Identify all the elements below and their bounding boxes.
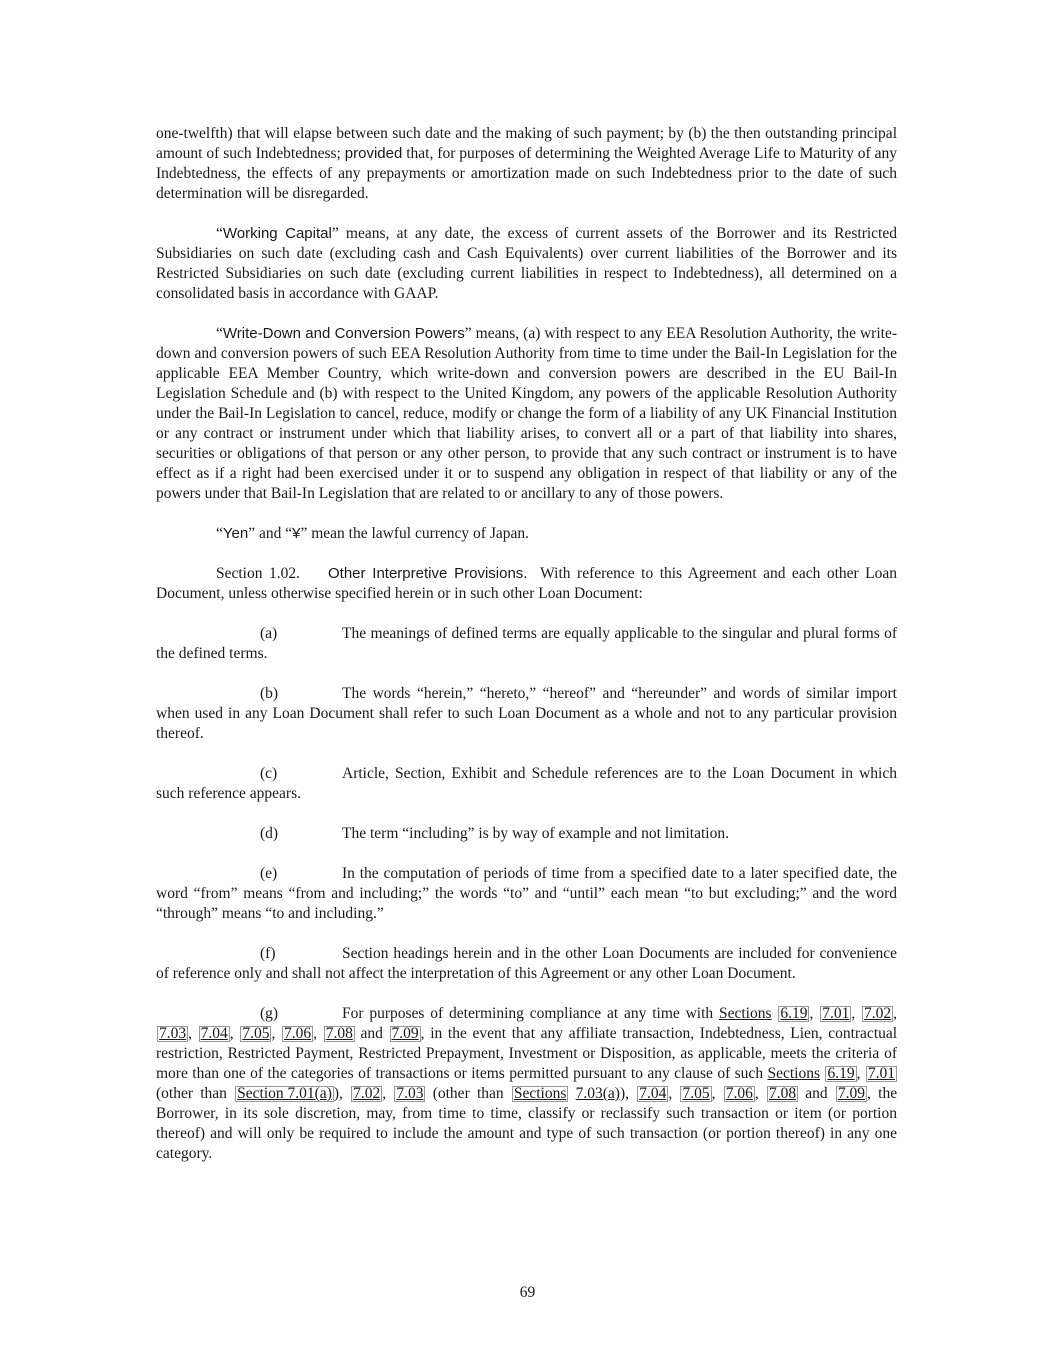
clause-label: (g)	[260, 1005, 279, 1022]
clause-label: (f)	[260, 945, 276, 962]
conjunction: and	[258, 525, 282, 542]
section-7-03-link[interactable]: 7.03	[159, 1025, 187, 1042]
section-7-08-link[interactable]: 7.08	[768, 1085, 797, 1102]
clause-label: (e)	[260, 865, 278, 882]
provided-term: provided	[344, 145, 403, 162]
clause-d	[156, 824, 897, 844]
section-7-01a-link[interactable]: Section 7.01(a)	[237, 1085, 332, 1102]
definition-body: means, at any date, the excess of current assets of the Borrower and its Restricted Subsidiaries on such date (excluding cash and Cash Equivalents) over current liabilities of the Borrower and its Restricted Subsidiaries on such date (excluding current liabilities in respect to Indebtedness), all determined on a consolidated basis in accordance with GAAP.	[156, 225, 897, 302]
section-7-02-link[interactable]: 7.02	[864, 1005, 892, 1022]
clause-text: The term “including” is by way of example and not limitation.	[342, 825, 729, 842]
sections-link[interactable]: Sections	[513, 1085, 567, 1102]
definition-body: means, (a) with respect to any EEA Resolution Authority, the write-down and conversion powers of such EEA Resolution Authority from time to time under the Bail-In Legislation for the applicable EEA Member Country, which write-down and conversion powers are described in the EU Bail-In Legislation Schedule and (b) with respect to the United Kingdom, any powers of the applicable Resolution Authority under the Bail-In Legislation to cancel, reduce, modify or change the form of a liability of any UK Financial Institution or any contract or instrument under which that liability arises, to convert all or a part of that liability into shares, securities or obligations of that person or any other person, to provide that any such contract or instrument is to have effect as if a right had been exercised under it or to suspend any obligation in respect of that liability or any of the powers under that Bail-In Legislation that are related to or ancillary to any of those powers.	[156, 325, 897, 502]
section-7-03a-link[interactable]: 7.03(a)	[575, 1085, 620, 1102]
section-6-19-link[interactable]: 6.19	[780, 1005, 808, 1022]
clause-text: For purposes of determining compliance at any time with	[342, 1005, 714, 1022]
section-7-01-link[interactable]: 7.01	[867, 1065, 896, 1082]
clause-label: (b)	[260, 685, 279, 702]
clause-label: (c)	[260, 765, 278, 782]
section-7-04-link[interactable]: 7.04	[200, 1025, 228, 1042]
defined-term: Yen	[222, 525, 249, 542]
definition-yen: “Yen” and “¥” mean the lawful currency of Japan.	[216, 525, 529, 542]
clause-text: The words “herein,” “hereto,” “hereof” and “hereunder” and words of similar import when used in any Loan Document shall refer to such Loan Document as a whole and not to any particular provision thereof.	[156, 685, 897, 742]
section-7-08-link[interactable]: 7.08	[325, 1025, 353, 1042]
section-7-01-link[interactable]: 7.01	[822, 1005, 850, 1022]
defined-term: ¥	[292, 525, 301, 542]
section-7-04-link[interactable]: 7.04	[639, 1085, 667, 1102]
clause-f	[156, 944, 897, 984]
section-7-03-link[interactable]: 7.03	[396, 1085, 424, 1102]
section-6-19-link[interactable]: 6.19	[827, 1065, 855, 1082]
weighted-average-life-continuation	[156, 124, 897, 204]
section-intro: With reference to this Agreement and each other Loan Document, unless otherwise specified herein or in such other Loan Document:	[156, 565, 897, 602]
clause-text: , in the event that any affiliate transaction, Indebtedness, Lien, contractual restriction, Restricted Payment, Restricted Prepayment, Investment or Disposition, as applicable, meets the criteria of more than one of the categories of transactions or items permitted pursuant to any clause of such	[156, 1025, 898, 1082]
sections-link[interactable]: Sections	[719, 1005, 772, 1022]
document-page	[156, 124, 897, 1184]
section-7-02-link[interactable]: 7.02	[353, 1085, 381, 1102]
page-number: 69	[519, 1284, 536, 1301]
clause-label: (a)	[260, 625, 278, 642]
sections-link[interactable]: Sections	[767, 1065, 821, 1082]
clause-c	[156, 764, 897, 804]
clause-a	[156, 624, 897, 664]
definition-write-down-powers: “Write-Down and Conversion Powers” means, (a) with respect to any EEA Resolution Authority, the write-down and conversion powers of such EEA Resolution Authority from time to time under the Bail-In Legislation for the applicable EEA Member Country, which write-down and conversion powers are described in the EU Bail-In Legislation Schedule and (b) with respect to the United Kingdom, any powers of the applicable Resolution Authority under the Bail-In Legislation to cancel, reduce, modify or change the form of a liability of any UK Financial Institution or any contract or instrument under which that liability arises, to convert all or a part of that liability into shares, securities or obligations of that person or any other person, to provide that any such contract or instrument is to have effect as if a right had been exercised under it or to suspend any obligation in respect of that liability or any of the powers under that Bail-In Legislation that are related to or ancillary to any of those powers.	[156, 325, 897, 502]
clause-e	[156, 864, 897, 924]
section-7-05-link[interactable]: 7.05	[682, 1085, 710, 1102]
section-7-05-link[interactable]: 7.05	[242, 1025, 270, 1042]
defined-term: Working Capital	[222, 225, 332, 242]
clause-text: (other than	[432, 1085, 504, 1102]
conjunction: and	[805, 1085, 828, 1102]
clause-text: , the Borrower, in its sole discretion, may, from time to time, classify or reclassify such transaction or item (or portion thereof) and will only be required to include the amount and type of such transaction (or portion thereof) in any one category.	[156, 1085, 898, 1162]
section-7-06-link[interactable]: 7.06	[725, 1085, 753, 1102]
definition-body: mean the lawful currency of Japan.	[311, 525, 529, 542]
section-7-06-link[interactable]: 7.06	[284, 1025, 312, 1042]
section-7-09-link[interactable]: 7.09	[391, 1025, 419, 1042]
section-title: Other Interpretive Provisions.	[327, 565, 528, 582]
section-number: Section 1.02.	[216, 565, 300, 582]
clause-label: (d)	[260, 825, 279, 842]
section-7-09-link[interactable]: 7.09	[837, 1085, 866, 1102]
clause-text: Section headings herein and in the other Loan Documents are included for convenience of reference only and shall not affect the interpretation of this Agreement or any other Loan Document.	[156, 945, 897, 982]
clause-text: (other than	[156, 1085, 227, 1102]
defined-term: Write-Down and Conversion Powers	[222, 325, 465, 342]
paragraph-text: that, for purposes of determining the Weighted Average Life to Maturity of any Indebtedness, the effects of any prepayments or amortization made on such Indebtedness prior to the date of such determination will be disregarded.	[156, 145, 898, 202]
paragraph-text: one-twelfth) that will elapse between such date and the making of such payment; by (b) the then outstanding principal amount of such Indebtedness;	[156, 125, 897, 162]
clause-text: The meanings of defined terms are equally applicable to the singular and plural forms of the defined terms.	[156, 625, 897, 662]
clause-text: Article, Section, Exhibit and Schedule references are to the Loan Document in which such reference appears.	[156, 765, 897, 802]
clause-text: In the computation of periods of time from a specified date to a later specified date, the word “from” means “from and including;” the words “to” and “until” each mean “to but excluding;” and the word “through” means “to and including.”	[156, 865, 897, 922]
conjunction: and	[360, 1025, 383, 1042]
section-1-02	[156, 564, 897, 604]
definition-working-capital: “Working Capital” means, at any date, the excess of current assets of the Borrower and its Restricted Subsidiaries on such date (excluding cash and Cash Equivalents) over current liabilities of the Borrower and its Restricted Subsidiaries on such date (excluding current liabilities in respect to Indebtedness), all determined on a consolidated basis in accordance with GAAP.	[156, 225, 897, 302]
clause-g: (g) For purposes of determining compliance at any time with Sections 6.19 , 7.01 , 7.02 , 7.03 , 7.04 , 7.05 , 7.06 , 7.08 and 7.09 , in the event that any affiliate transaction, Indebtedness, Lien, contractual restriction, Restricted Payment, Restricted Prepayment, Investment or Disposition, as applicable, meets the criteria of more than one of the categories of transactions or items permitted pursuant to any clause of such Sections 6.19 , 7.01 (other than Section 7.01(a) ), 7.02 , 7.03 (other than Sections 7.03(a)), 7.04 , 7.05 , 7.06 , 7.08 and 7.09 , the Borrower, in its sole discretion, may, from time to time, classify or reclassify such transaction or item (or portion thereof) and will only be required to include the amount and type of such transaction (or portion thereof) in any one category.	[156, 1005, 898, 1162]
clause-b	[156, 684, 897, 744]
